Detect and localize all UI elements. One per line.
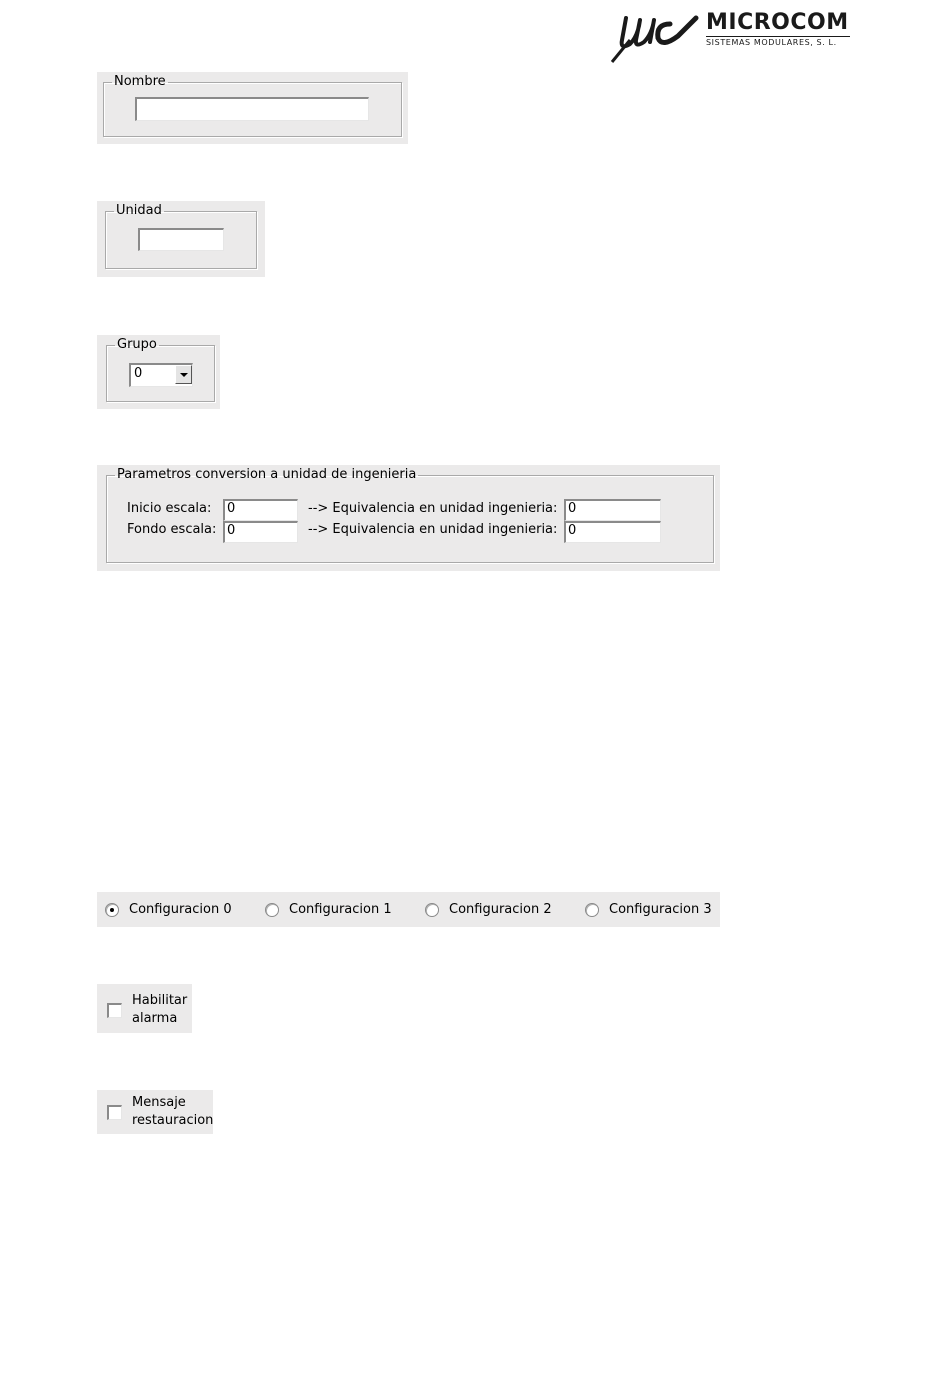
inicio-equivalencia-input[interactable]: 0: [564, 499, 661, 521]
configuracion-label-2: Configuracion 2: [449, 902, 552, 917]
fondo-equivalencia-label: --> Equivalencia en unidad ingenieria:: [308, 522, 558, 537]
nombre-input[interactable]: [135, 97, 369, 121]
inicio-escala-input[interactable]: 0: [223, 499, 298, 521]
conversion-panel: [97, 465, 720, 571]
unidad-input[interactable]: [138, 228, 224, 251]
configuracion-option-1[interactable]: [265, 902, 415, 920]
chevron-down-icon: [180, 373, 188, 378]
grupo-selected-value: 0: [134, 366, 143, 381]
grupo-legend: Grupo: [117, 337, 157, 352]
grupo-panel: [97, 335, 220, 409]
microcom-logo: [608, 10, 853, 65]
configuracion-option-2[interactable]: [425, 902, 575, 920]
grupo-select[interactable]: [129, 363, 193, 387]
configuracion-radio-3[interactable]: [585, 903, 599, 917]
configuracion-radio-2[interactable]: [425, 903, 439, 917]
configuracion-option-3[interactable]: [585, 902, 720, 920]
inicio-equivalencia-label: --> Equivalencia en unidad ingenieria:: [308, 501, 558, 516]
restauracion-label-line2: restauracion: [132, 1113, 214, 1128]
fondo-escala-label: Fondo escala:: [127, 522, 217, 537]
unidad-panel: [97, 201, 265, 277]
configuracion-panel: [97, 892, 720, 927]
fondo-escala-input[interactable]: 0: [223, 521, 298, 543]
configuracion-radio-1[interactable]: [265, 903, 279, 917]
alarma-checkbox[interactable]: [107, 1003, 122, 1018]
grupo-dropdown-button[interactable]: [175, 365, 192, 384]
configuracion-radio-0[interactable]: [105, 903, 119, 917]
restauracion-checkbox[interactable]: [107, 1105, 122, 1120]
configuracion-label-0: Configuracion 0: [129, 902, 232, 917]
configuracion-option-0[interactable]: [105, 902, 255, 920]
brand-name: MICROCOM: [706, 10, 849, 35]
brand-divider: [706, 36, 850, 37]
configuracion-label-3: Configuracion 3: [609, 902, 712, 917]
microcom-mark-icon: [608, 10, 700, 64]
conversion-legend: Parametros conversion a unidad de ingenieria: [117, 467, 417, 482]
nombre-panel: [97, 72, 408, 144]
configuracion-label-1: Configuracion 1: [289, 902, 392, 917]
inicio-escala-label: Inicio escala:: [127, 501, 212, 516]
restauracion-panel[interactable]: [97, 1090, 213, 1134]
fondo-equivalencia-input[interactable]: 0: [564, 521, 661, 543]
alarma-label-line2: alarma: [132, 1011, 178, 1026]
alarma-panel[interactable]: [97, 984, 192, 1033]
unidad-legend: Unidad: [116, 203, 162, 218]
radio-selected-dot: [110, 908, 114, 912]
restauracion-label-line1: Mensaje: [132, 1095, 186, 1110]
nombre-legend: Nombre: [114, 74, 166, 89]
alarma-label-line1: Habilitar: [132, 993, 188, 1008]
brand-tagline: SISTEMAS MODULARES, S. L.: [706, 38, 837, 47]
